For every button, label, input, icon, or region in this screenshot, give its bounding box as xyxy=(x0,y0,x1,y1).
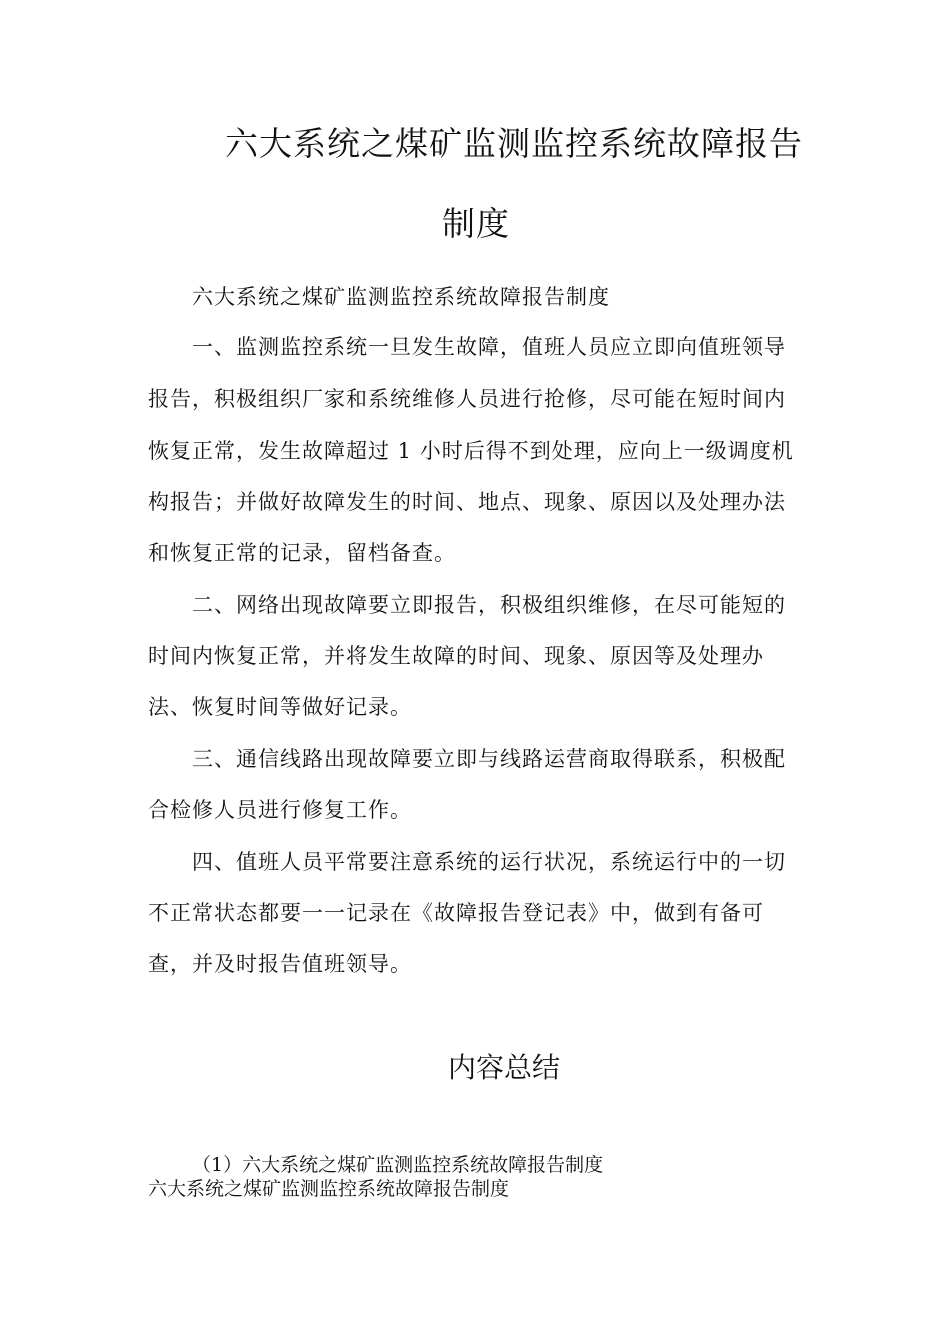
paragraph-line: 报告，积极组织厂家和系统维修人员进行抢修，尽可能在短时间内 xyxy=(148,387,786,411)
paragraph-line: 法、恢复时间等做好记录。 xyxy=(148,695,412,719)
paragraph-line: 一、监测监控系统一旦发生故障，值班人员应立即向值班领导 xyxy=(192,335,786,359)
summary-line-1: （1）六大系统之煤矿监测监控系统故障报告制度 xyxy=(192,1154,604,1176)
paragraph-line: 二、网络出现故障要立即报告，积极组织维修，在尽可能短的 xyxy=(192,593,786,617)
paragraph-line: 合检修人员进行修复工作。 xyxy=(148,798,412,822)
paragraph-line: 时间内恢复正常，并将发生故障的时间、现象、原因等及处理办 xyxy=(148,644,764,668)
paragraph-line: 恢复正常，发生故障超过 1 小时后得不到处理，应向上一级调度机 xyxy=(148,439,794,463)
document-title-line-1: 六大系统之煤矿监测监控系统故障报告 xyxy=(225,124,803,163)
paragraph-line: 四、值班人员平常要注意系统的运行状况，系统运行中的一切 xyxy=(192,850,786,874)
document-title-line-2: 制度 xyxy=(442,204,510,243)
paragraph-line: 查，并及时报告值班领导。 xyxy=(148,952,412,976)
paragraph-line: 构报告；并做好故障发生的时间、地点、现象、原因以及处理办法 xyxy=(148,490,786,514)
document-subtitle: 六大系统之煤矿监测监控系统故障报告制度 xyxy=(192,285,610,309)
paragraph-line: 和恢复正常的记录，留档备查。 xyxy=(148,541,456,565)
summary-heading: 内容总结 xyxy=(448,1051,561,1084)
paragraph-line: 不正常状态都要一一记录在《故障报告登记表》中，做到有备可 xyxy=(148,901,764,925)
summary-line-2: 六大系统之煤矿监测监控系统故障报告制度 xyxy=(148,1178,510,1200)
paragraph-line: 三、通信线路出现故障要立即与线路运营商取得联系，积极配 xyxy=(192,747,786,771)
